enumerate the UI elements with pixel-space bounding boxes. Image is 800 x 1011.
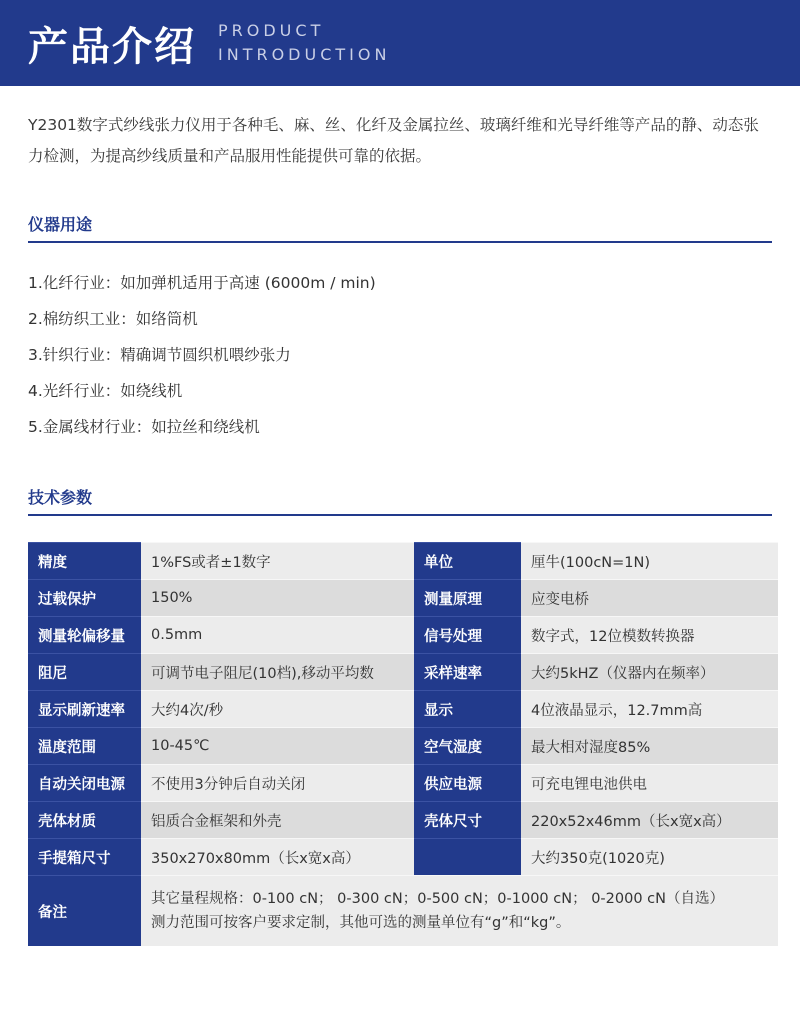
spec-value: 1%FS或者±1数字	[141, 543, 414, 580]
spec-label: 壳体尺寸	[414, 802, 521, 839]
spec-value: 铝质合金框架和外壳	[141, 802, 414, 839]
table-row	[28, 580, 778, 617]
spec-value: 350x270x80mm（长x宽x高）	[141, 839, 414, 876]
page-title: 产品介绍	[28, 23, 196, 70]
list-item: 5.金属线材行业：如拉丝和绕线机	[28, 418, 260, 436]
table-row	[28, 654, 778, 691]
spec-label: 供应电源	[414, 765, 521, 802]
spec-label: 显示刷新速率	[28, 691, 141, 728]
spec-value: 可充电锂电池供电	[521, 765, 778, 802]
table-row	[28, 543, 778, 580]
spec-label	[414, 839, 521, 876]
table-row-note	[28, 876, 778, 947]
spec-value: 可调节电子阻尼(10档),移动平均数	[141, 654, 414, 691]
table-row	[28, 765, 778, 802]
table-row	[28, 728, 778, 765]
spec-table	[28, 542, 778, 946]
header-banner	[0, 0, 800, 86]
note-value	[141, 876, 778, 947]
spec-label: 信号处理	[414, 617, 521, 654]
spec-value: 大约350克(1020克)	[521, 839, 778, 876]
spec-label: 显示	[414, 691, 521, 728]
spec-value: 不使用3分钟后自动关闭	[141, 765, 414, 802]
english-subtitle-line2: INTRODUCTION	[218, 45, 391, 64]
spec-label: 空气湿度	[414, 728, 521, 765]
list-item: 3.针织行业：精确调节圆织机喂纱张力	[28, 346, 291, 364]
list-item: 2.棉纺织工业：如络筒机	[28, 310, 198, 328]
spec-value: 厘牛(100cN=1N)	[521, 543, 778, 580]
spec-label: 阻尼	[28, 654, 141, 691]
spec-label: 采样速率	[414, 654, 521, 691]
english-subtitle-line1: PRODUCT	[218, 21, 325, 40]
spec-label: 单位	[414, 543, 521, 580]
list-item: 1.化纤行业：如加弹机适用于高速 (6000m / min)	[28, 274, 376, 292]
note-line: 其它量程规格：0-100 cN； 0-300 cN；0-500 cN；0-1000 cN； 0-2000 cN（自选）	[151, 891, 724, 907]
spec-label: 壳体材质	[28, 802, 141, 839]
spec-value: 150%	[141, 580, 414, 617]
section-heading-specs: 技术参数	[28, 485, 772, 516]
spec-value: 220x52x46mm（长x宽x高）	[521, 802, 778, 839]
spec-value: 最大相对湿度85%	[521, 728, 778, 765]
table-row	[28, 839, 778, 876]
list-item: 4.光纤行业：如绕线机	[28, 382, 183, 400]
note-line: 测力范围可按客户要求定制，其他可选的测量单位有“g”和“kg”。	[151, 915, 571, 931]
spec-label: 测量轮偏移量	[28, 617, 141, 654]
spec-value: 应变电桥	[521, 580, 778, 617]
uses-list	[28, 265, 772, 445]
spec-label: 温度范围	[28, 728, 141, 765]
spec-label: 精度	[28, 543, 141, 580]
english-subtitle	[218, 19, 390, 67]
intro-paragraph: Y2301数字式纱线张力仪用于各种毛、麻、丝、化纤及金属拉丝、玻璃纤维和光导纤维等产品的静、动态张力检测，为提高纱线质量和产品服用性能提供可靠的依据。	[28, 116, 759, 165]
table-row	[28, 691, 778, 728]
spec-label: 手提箱尺寸	[28, 839, 141, 876]
spec-label: 自动关闭电源	[28, 765, 141, 802]
spec-value: 0.5mm	[141, 617, 414, 654]
spec-label: 测量原理	[414, 580, 521, 617]
table-row	[28, 617, 778, 654]
spec-value: 大约4次/秒	[141, 691, 414, 728]
spec-value: 大约5kHZ（仪器内在频率）	[521, 654, 778, 691]
table-row	[28, 802, 778, 839]
spec-value: 4位液晶显示，12.7mm高	[521, 691, 778, 728]
section-heading-uses: 仪器用途	[28, 212, 772, 243]
note-label: 备注	[28, 876, 141, 947]
spec-label: 过载保护	[28, 580, 141, 617]
spec-value: 数字式，12位模数转换器	[521, 617, 778, 654]
spec-value: 10-45℃	[141, 728, 414, 765]
